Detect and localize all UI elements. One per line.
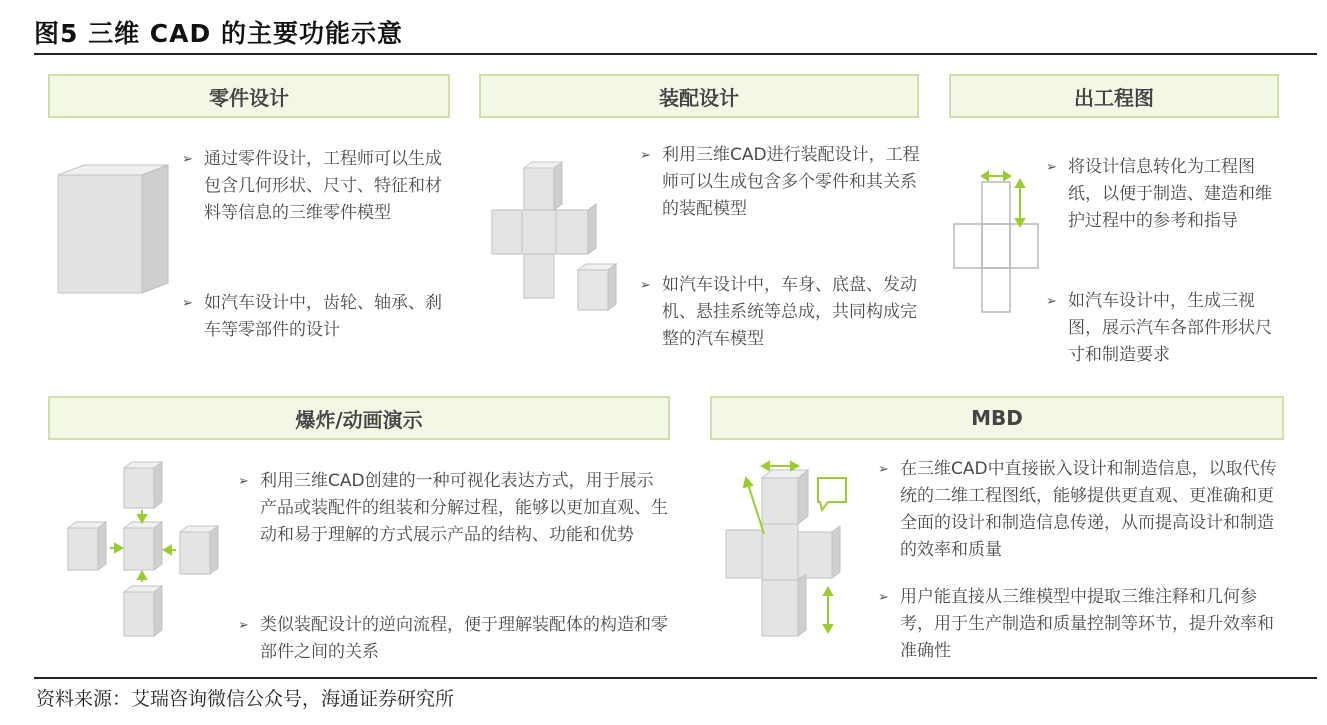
- panel-header-drawing: [949, 74, 1279, 118]
- bullet-item: ➢ 利用三维CAD进行装配设计，工程师可以生成包含多个零件和其关系的装配模型: [640, 142, 920, 223]
- panel-header-part-design: [48, 74, 450, 118]
- bullet-arrow-icon: ➢: [1046, 294, 1057, 309]
- figure-title: 图5 三维 CAD 的主要功能示意: [34, 19, 403, 48]
- bullet-arrow-icon: ➢: [182, 152, 193, 167]
- bullet-arrow-icon: ➢: [1046, 160, 1057, 175]
- panel-title: 爆炸/动画演示: [295, 407, 423, 432]
- bullet-arrow-icon: ➢: [640, 148, 651, 163]
- bullet-arrow-icon: ➢: [182, 296, 193, 311]
- bullet-arrow-icon: ➢: [238, 618, 249, 633]
- panel-header-explode: [48, 396, 670, 440]
- solid-box-illustration: [50, 165, 175, 295]
- panel-title: 出工程图: [1074, 85, 1154, 110]
- bottom-rule: [34, 677, 1317, 679]
- panel-header-assembly-design: [479, 74, 919, 118]
- panel-header-mbd: [710, 396, 1284, 440]
- bullet-arrow-icon: ➢: [640, 278, 651, 293]
- exploded-view-illustration: [64, 460, 224, 640]
- panel-title: MBD: [971, 406, 1023, 430]
- mbd-annotated-model-illustration: [722, 456, 872, 641]
- panel-title: 零件设计: [209, 85, 289, 110]
- assembly-cross-illustration: [492, 160, 632, 310]
- bullet-item: ➢ 利用三维CAD创建的一种可视化表达方式，用于展示产品或装配件的组装和分解过程，能够以更加直观、生动和易于理解的方式展示产品的结构、功能和优势: [238, 468, 668, 549]
- bullet-item: ➢ 将设计信息转化为工程图纸，以便于制造、建造和维护过程中的参考和指导: [1046, 154, 1281, 235]
- top-rule: [34, 53, 1317, 55]
- bullet-item: ➢ 如汽车设计中，齿轮、轴承、刹车等零部件的设计: [182, 290, 452, 344]
- bullet-arrow-icon: ➢: [878, 590, 889, 605]
- panel-title: 装配设计: [659, 85, 739, 110]
- bullet-item: ➢ 在三维CAD中直接嵌入设计和制造信息，以取代传统的二维工程图纸，能够提供更直观、更准确和更全面的设计和制造信息传递，从而提高设计和制造的效率和质量: [878, 456, 1282, 564]
- bullet-item: ➢ 类似装配设计的逆向流程，便于理解装配体的构造和零部件之间的关系: [238, 612, 668, 666]
- bullet-item: ➢ 通过零件设计，工程师可以生成包含几何形状、尺寸、特征和材料等信息的三维零件模型: [182, 146, 452, 227]
- bullet-item: ➢ 如汽车设计中，车身、底盘、发动机、悬挂系统等总成，共同构成完整的汽车模型: [640, 272, 920, 353]
- bullet-item: ➢ 用户能直接从三维模型中提取三维注释和几何参考，用于生产制造和质量控制等环节，提升效率和准确性: [878, 584, 1282, 665]
- bullet-arrow-icon: ➢: [878, 462, 889, 477]
- bullet-arrow-icon: ➢: [238, 474, 249, 489]
- bullet-item: ➢ 如汽车设计中，生成三视图，展示汽车各部件形状尺寸和制造要求: [1046, 288, 1281, 369]
- source-note: 资料来源：艾瑞咨询微信公众号，海通证券研究所: [36, 688, 455, 710]
- three-view-drawing-illustration: [950, 168, 1045, 318]
